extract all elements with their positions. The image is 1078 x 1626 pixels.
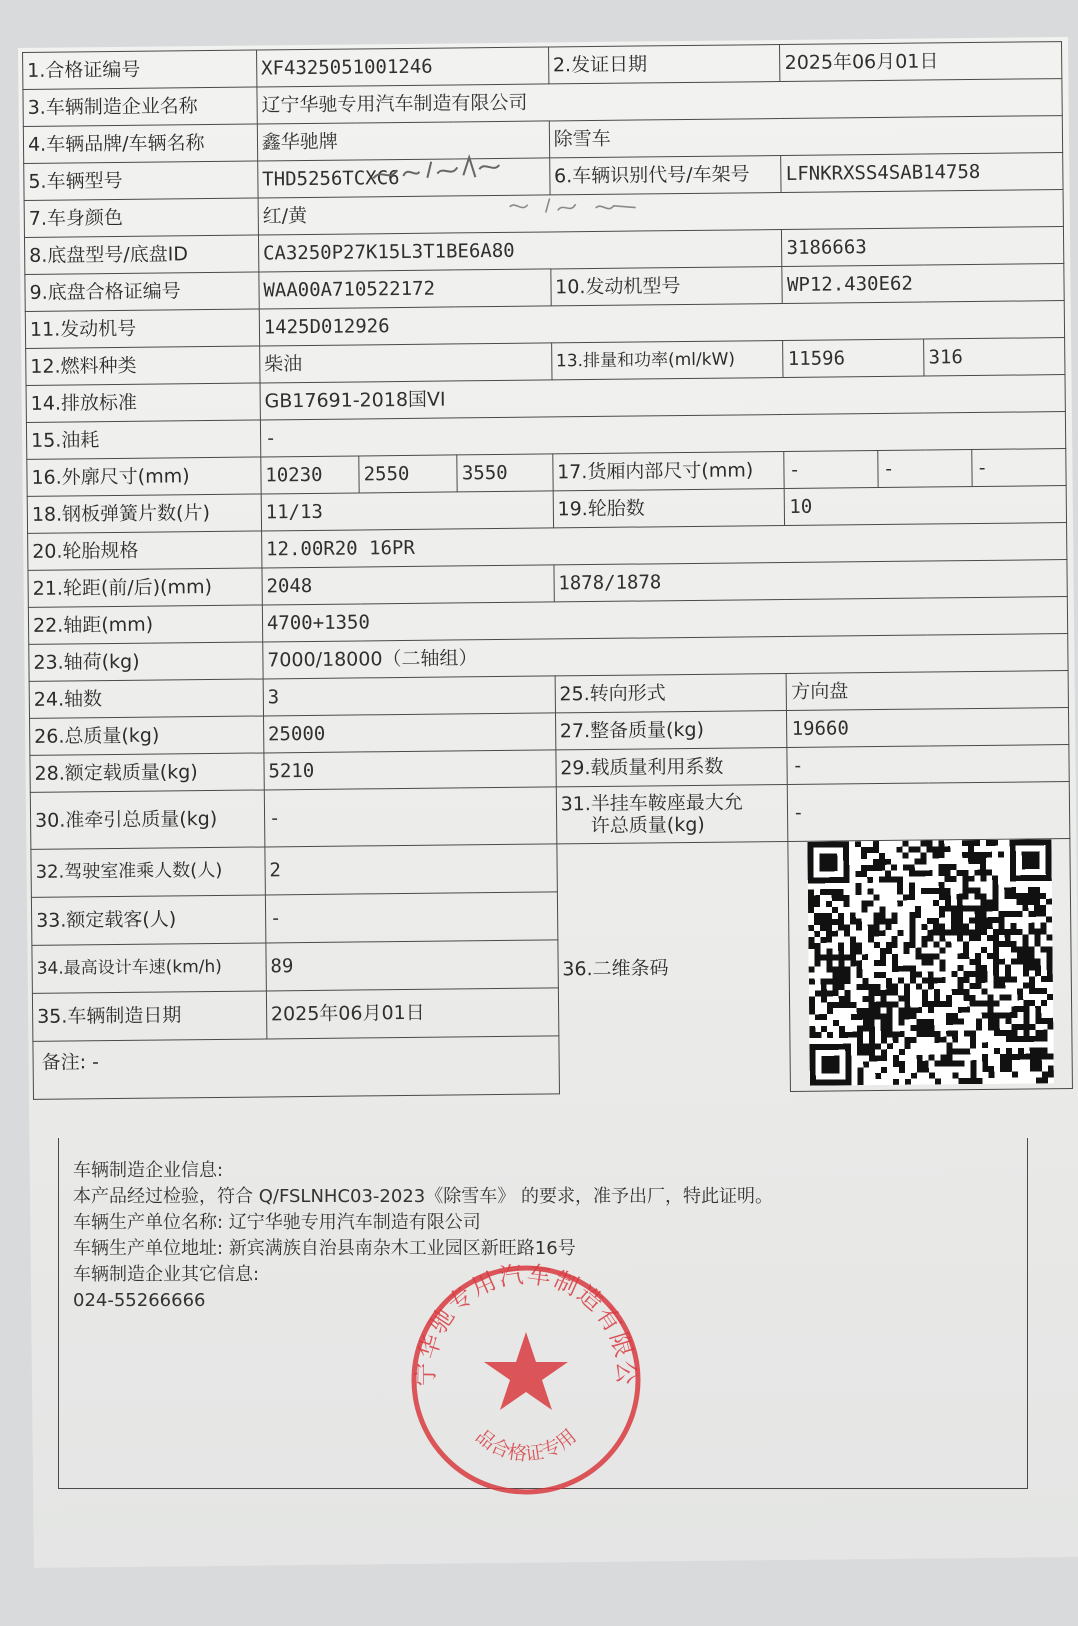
- f29-label: 29.载质量利用系数: [556, 747, 788, 786]
- f36-label: 36.二维条码: [557, 841, 791, 1093]
- svg-text:产品合格证专用章: 品合格证专用: [471, 1425, 581, 1466]
- company-seal-stamp: [408, 1262, 644, 1498]
- f11-value: 1425D012926: [259, 301, 1064, 346]
- f8-id: 3186663: [782, 227, 1064, 267]
- f13-power: 316: [924, 338, 1065, 376]
- info-other-heading: 车辆制造企业其它信息:: [73, 1264, 260, 1285]
- info-statement: 本产品经过检验，符合 Q/FSLNHC03-2023《除雪车》 的要求，准予出厂，特此证明。: [73, 1186, 773, 1207]
- f4-label: 4.车辆品牌/车辆名称: [23, 124, 257, 163]
- f21-label: 21.轮距(前/后)(mm): [28, 568, 262, 607]
- f30-label: 30.准牵引总质量(kg): [30, 790, 264, 849]
- f33-value: -: [265, 892, 557, 943]
- f1-label: 1.合格证编号: [23, 50, 257, 89]
- f23-label: 23.轴荷(kg): [29, 642, 263, 681]
- f34-value: 89: [266, 940, 558, 991]
- f3-value: 辽宁华驰专用汽车制造有限公司: [257, 79, 1062, 124]
- f32-value: 2: [265, 844, 557, 895]
- f8-label: 8.底盘型号/底盘ID: [24, 235, 258, 274]
- f17-height: -: [976, 456, 989, 479]
- f30-value: -: [264, 787, 556, 847]
- f9-value: WAA00A710522172: [259, 269, 551, 309]
- f32-label: 32.驾驶室准乘人数(人): [31, 847, 265, 897]
- f11-label: 11.发动机号: [25, 309, 259, 348]
- f12-label: 12.燃料种类: [26, 346, 260, 385]
- f25-value: 方向盘: [787, 671, 1069, 711]
- f16-width: 2550: [359, 455, 458, 493]
- f31-label-line1: 31.半挂车鞍座最大允: [560, 791, 743, 816]
- f35-value: 2025年06月01日: [266, 988, 558, 1039]
- f18-value: 11/13: [261, 491, 553, 531]
- f28-label: 28.额定载质量(kg): [30, 753, 264, 792]
- f22-value: 4700+1350: [262, 597, 1067, 642]
- f28-value: 5210: [264, 750, 556, 790]
- f6-label: 6.车辆识别代号/车架号: [549, 156, 781, 195]
- f31-value: -: [788, 782, 1070, 842]
- f31-label: [556, 784, 788, 843]
- f4-name: 除雪车: [549, 116, 1063, 158]
- f29-value: -: [787, 745, 1069, 785]
- f21-rear: 1878/1878: [554, 560, 1068, 602]
- f5-value: THD5256TCXC6: [258, 158, 550, 198]
- f16-label: 16.外廓尺寸(mm): [27, 457, 261, 496]
- f27-label: 27.整备质量(kg): [555, 710, 787, 749]
- f13-label: 13.排量和功率(ml/kW): [551, 341, 783, 380]
- f20-label: 20.轮胎规格: [28, 531, 262, 570]
- f19-label: 19.轮胎数: [553, 488, 785, 527]
- f13-displacement: 11596: [783, 339, 924, 377]
- f10-value: WP12.430E62: [782, 264, 1064, 304]
- qr-code-cell: [788, 839, 1072, 1092]
- f35-label: 35.车辆制造日期: [32, 991, 266, 1041]
- f5-label: 5.车辆型号: [24, 161, 258, 200]
- f17-width: -: [878, 450, 972, 487]
- qr-code: [807, 839, 1054, 1086]
- f6-value: LFNKRXSS4SAB14758: [781, 153, 1063, 193]
- f16-height: 3550: [457, 454, 553, 492]
- f31-label-line2: 许总质量(kg): [590, 813, 705, 838]
- f12-value: 柴油: [259, 343, 551, 383]
- row-32: [31, 839, 1070, 898]
- f25-label: 25.转向形式: [555, 673, 787, 712]
- f34-label: 34.最高设计车速(km/h): [32, 943, 266, 993]
- f18-label: 18.钢板弹簧片数(片): [27, 494, 261, 533]
- f15-label: 15.油耗: [26, 420, 260, 459]
- f14-value: GB17691-2018国VI: [260, 375, 1065, 420]
- handwritten-note-2: [506, 191, 646, 222]
- f15-value: -: [260, 412, 1065, 457]
- f22-label: 22.轴距(mm): [28, 605, 262, 644]
- f9-label: 9.底盘合格证编号: [25, 272, 259, 311]
- f16-length: 10230: [261, 456, 360, 494]
- f3-label: 3.车辆制造企业名称: [23, 87, 257, 126]
- f26-value: 25000: [263, 713, 555, 753]
- f8-model: CA3250P27K15L3T1BE6A80: [258, 230, 782, 272]
- info-address-line: 车辆生产单位地址: 新宾满族自治县南杂木工业园区新旺路16号: [73, 1238, 576, 1259]
- f7-value: 红/黄: [258, 190, 1063, 235]
- f10-label: 10.发动机型号: [551, 267, 783, 306]
- f33-label: 33.额定载客(人): [31, 895, 265, 945]
- f24-value: 3: [263, 676, 555, 716]
- info-name-line: 车辆生产单位名称: 辽宁华驰专用汽车制造有限公司: [73, 1212, 481, 1233]
- info-heading: 车辆制造企业信息:: [73, 1160, 224, 1181]
- info-phone: 024-55266666: [73, 1290, 206, 1311]
- f23-value: 7000/18000（二轴组）: [263, 634, 1068, 679]
- handwritten-note: [371, 147, 501, 188]
- f7-label: 7.车身颜色: [24, 198, 258, 237]
- f2-label: 2.发证日期: [548, 45, 780, 84]
- f24-label: 24.轴数: [29, 679, 263, 718]
- f4-brand: 鑫华驰牌: [257, 121, 549, 161]
- f2-value: 2025年06月01日: [780, 42, 1062, 82]
- f14-label: 14.排放标准: [26, 383, 260, 422]
- f17-values: [784, 449, 1066, 489]
- f19-value: 10: [785, 486, 1067, 526]
- f21-front: 2048: [262, 565, 554, 605]
- remarks: 备注: -: [33, 1036, 559, 1100]
- f27-value: 19660: [787, 708, 1069, 748]
- f1-value: XF4325051001246: [256, 47, 548, 87]
- f26-label: 26.总质量(kg): [30, 716, 264, 755]
- qr-code-image: [807, 839, 1054, 1086]
- svg-text:辽宁华驰专用汽车制造有限公司: 宁华驰专用汽车制造有限公: [411, 1262, 641, 1387]
- f17-length: -: [785, 451, 879, 488]
- f20-value: 12.00R20 16PR: [261, 523, 1066, 568]
- f17-label: 17.货厢内部尺寸(mm): [552, 451, 784, 490]
